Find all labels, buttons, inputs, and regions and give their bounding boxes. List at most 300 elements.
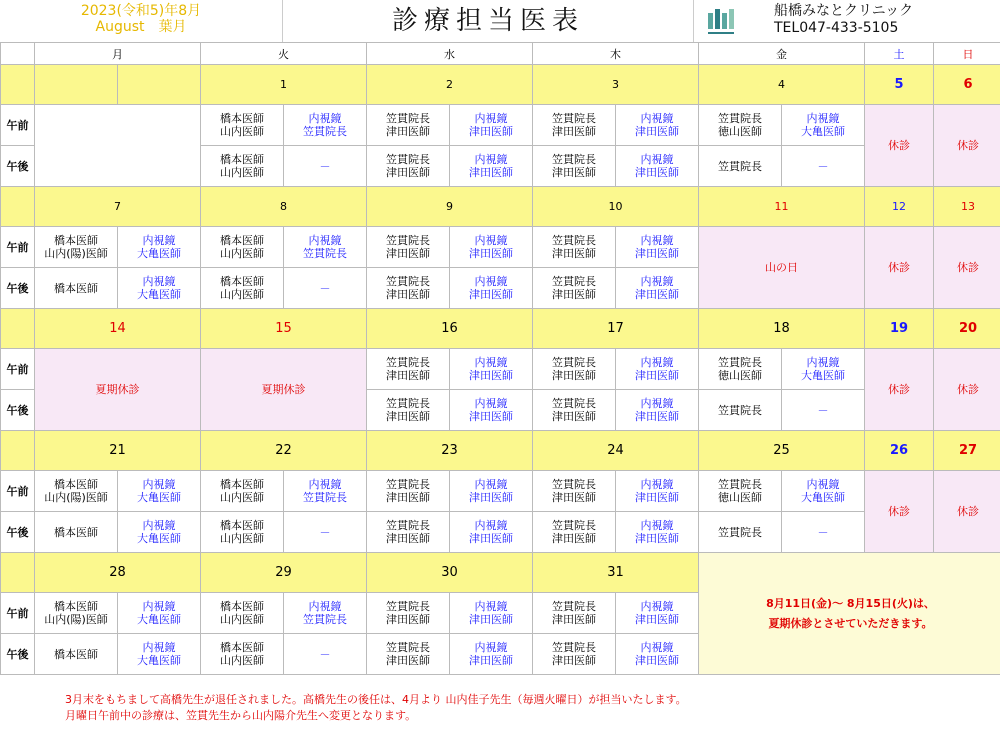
doctor-name: 津田医師 <box>469 125 513 138</box>
doctor-cell <box>533 390 616 431</box>
weekday-sat: 土 <box>865 43 934 65</box>
date-block <box>0 0 283 42</box>
date-cell-sat: 19 <box>865 309 934 349</box>
endoscope-cell <box>118 512 201 553</box>
endoscope-cell <box>450 471 533 512</box>
doctor-cell <box>367 349 450 390</box>
doctor-cell <box>533 268 616 309</box>
doctor-name: 笠貫院長 <box>552 641 596 654</box>
endoscope-cell <box>450 146 533 187</box>
doctor-name: 津田医師 <box>469 410 513 423</box>
pm-label: 午後 <box>1 268 35 309</box>
pm-label: 午後 <box>1 512 35 553</box>
doctor-cell <box>367 634 450 675</box>
endoscope-cell <box>118 593 201 634</box>
doctor-name: 笠貫院長 <box>386 275 430 288</box>
doctor-name: 橋本医師 <box>54 281 98 295</box>
doctor-name: 山内医師 <box>220 532 264 545</box>
endoscope-cell <box>118 268 201 309</box>
doctor-name: 津田医師 <box>386 613 430 626</box>
endoscope-label: 内視鏡 <box>142 641 176 654</box>
endoscope-cell <box>450 390 533 431</box>
doctor-cell <box>35 593 118 634</box>
doctor-name: 笠貫院長 <box>718 159 762 173</box>
doctor-name: 橋本医師 <box>54 647 98 661</box>
doctor-name: 徳山医師 <box>718 491 762 504</box>
doctor-name: 山内医師 <box>220 288 264 301</box>
date-cell-holiday: 15 <box>201 309 367 349</box>
doctor-name: 笠貫院長 <box>386 356 430 369</box>
date-cell: 29 <box>201 553 367 593</box>
dash-cell: － <box>284 268 367 309</box>
endoscope-label: 内視鏡 <box>142 519 176 532</box>
date-line-2: August 葉月 <box>95 19 187 35</box>
doctor-name: 笠貫院長 <box>386 397 430 410</box>
endoscope-cell <box>616 146 699 187</box>
pm-label: 午後 <box>1 146 35 187</box>
doctor-name: 橋本医師 <box>54 478 98 491</box>
doctor-cell <box>201 105 284 146</box>
doctor-name: 津田医師 <box>386 654 430 667</box>
date-cell: 24 <box>533 431 699 471</box>
doctor-cell <box>201 634 284 675</box>
endoscope-label: 内視鏡 <box>474 356 508 369</box>
doctor-cell <box>367 593 450 634</box>
footer-line-2: 月曜日午前中の診療は、笠貫先生から山内陽介先生へ変更となります。 <box>65 709 417 722</box>
doctor-name: 山内(陽)医師 <box>44 613 108 626</box>
weekday-header-row <box>1 43 1000 65</box>
am-row <box>1 105 1000 146</box>
doctor-name: 大亀医師 <box>137 247 181 260</box>
doctor-name: 大亀医師 <box>137 288 181 301</box>
date-cell: 25 <box>699 431 865 471</box>
empty-cell <box>35 105 201 187</box>
doctor-name: 津田医師 <box>469 491 513 504</box>
doctor-name: 笠貫院長 <box>552 397 596 410</box>
doctor-name: 津田医師 <box>469 654 513 667</box>
doctor-name: 笠貫院長 <box>303 613 347 626</box>
doctor-name: 津田医師 <box>552 532 596 545</box>
am-label: 午前 <box>1 349 35 390</box>
summer-closed-cell: 夏期休診 <box>35 349 201 431</box>
header <box>0 0 1000 42</box>
endoscope-cell <box>616 471 699 512</box>
dash-cell: － <box>284 634 367 675</box>
footer-line-1: 3月末をもちまして高橋先生が退任されました。高橋先生の後任は、4月より 山内佳子先生（毎週火曜日）が担当いたします。 <box>65 693 687 706</box>
doctor-name: 橋本医師 <box>220 275 264 288</box>
date-cell-holiday: 14 <box>35 309 201 349</box>
doctor-name: 津田医師 <box>552 166 596 179</box>
doctor-cell <box>35 512 118 553</box>
doctor-name: 津田医師 <box>386 532 430 545</box>
am-row <box>1 349 1000 390</box>
endoscope-cell <box>118 227 201 268</box>
endoscope-cell <box>782 349 865 390</box>
endoscope-label: 内視鏡 <box>640 112 674 125</box>
summer-closed-cell: 夏期休診 <box>201 349 367 431</box>
doctor-name: 橋本医師 <box>220 153 264 166</box>
endoscope-cell <box>450 227 533 268</box>
closed-cell: 休診 <box>865 471 934 553</box>
weekday-wed: 水 <box>367 43 533 65</box>
closed-cell: 休診 <box>934 471 1000 553</box>
date-cell: 8 <box>201 187 367 227</box>
date-row <box>1 187 1000 227</box>
am-label: 午前 <box>1 105 35 146</box>
date-cell-sun: 20 <box>934 309 1000 349</box>
date-cell: 31 <box>533 553 699 593</box>
summer-holiday-notice <box>699 553 1000 675</box>
doctor-name: 笠貫院長 <box>552 478 596 491</box>
doctor-name: 津田医師 <box>635 410 679 423</box>
doctor-name: 橋本医師 <box>220 478 264 491</box>
schedule-table <box>0 42 1000 675</box>
doctor-name: 山内医師 <box>220 491 264 504</box>
date-cell: 28 <box>35 553 201 593</box>
doctor-name: 津田医師 <box>469 613 513 626</box>
pm-label: 午後 <box>1 390 35 431</box>
doctor-cell <box>699 146 782 187</box>
date-row <box>1 309 1000 349</box>
am-label: 午前 <box>1 471 35 512</box>
doctor-name: 橋本医師 <box>54 525 98 539</box>
doctor-name: 橋本医師 <box>220 519 264 532</box>
doctor-name: 津田医師 <box>635 288 679 301</box>
doctor-name: 大亀医師 <box>137 654 181 667</box>
endoscope-cell <box>450 634 533 675</box>
endoscope-label: 内視鏡 <box>308 600 342 613</box>
dash-cell: － <box>782 512 865 553</box>
doctor-cell <box>367 390 450 431</box>
doctor-name: 笠貫院長 <box>386 112 430 125</box>
corner-cell <box>1 43 35 65</box>
doctor-name: 津田医師 <box>386 125 430 138</box>
closed-cell: 休診 <box>934 349 1000 431</box>
endoscope-label: 内視鏡 <box>474 519 508 532</box>
doctor-name: 大亀医師 <box>137 491 181 504</box>
notice-line-1: 8月11日(金)～ 8月15日(火)は、 <box>766 596 935 610</box>
doctor-name: 笠貫院長 <box>718 525 762 539</box>
holiday-cell: 山の日 <box>699 227 865 309</box>
doctor-name: 津田医師 <box>635 532 679 545</box>
doctor-cell <box>699 471 782 512</box>
doctor-name: 山内(陽)医師 <box>44 247 108 260</box>
doctor-cell <box>367 105 450 146</box>
doctor-cell <box>35 227 118 268</box>
clinic-logo-icon <box>706 7 740 37</box>
weekday-thu: 木 <box>533 43 699 65</box>
date-cell: 10 <box>533 187 699 227</box>
doctor-name: 津田医師 <box>635 166 679 179</box>
notice-line-2: 夏期休診とさせていただきます。 <box>768 616 933 630</box>
date-cell-sat: 12 <box>865 187 934 227</box>
doctor-name: 笠貫院長 <box>386 519 430 532</box>
clinic-tel: TEL047-433-5105 <box>774 20 899 36</box>
doctor-name: 橋本医師 <box>54 234 98 247</box>
doctor-name: 山内医師 <box>220 613 264 626</box>
doctor-name: 津田医師 <box>386 166 430 179</box>
endoscope-cell <box>782 471 865 512</box>
endoscope-cell <box>450 105 533 146</box>
doctor-cell <box>35 634 118 675</box>
endoscope-label: 内視鏡 <box>640 234 674 247</box>
doctor-name: 津田医師 <box>552 125 596 138</box>
endoscope-label: 内視鏡 <box>474 275 508 288</box>
endoscope-cell <box>616 268 699 309</box>
doctor-name: 津田医師 <box>386 288 430 301</box>
date-cell: 17 <box>533 309 699 349</box>
endoscope-cell <box>616 349 699 390</box>
endoscope-label: 内視鏡 <box>308 478 342 491</box>
doctor-cell <box>201 146 284 187</box>
closed-cell: 休診 <box>934 105 1000 187</box>
doctor-name: 笠貫院長 <box>303 125 347 138</box>
doctor-cell <box>201 268 284 309</box>
endoscope-label: 内視鏡 <box>308 112 342 125</box>
doctor-name: 笠貫院長 <box>552 356 596 369</box>
doctor-cell <box>533 512 616 553</box>
weekday-mon: 月 <box>35 43 201 65</box>
doctor-cell <box>699 105 782 146</box>
doctor-name: 笠貫院長 <box>718 356 762 369</box>
doctor-cell <box>367 471 450 512</box>
doctor-name: 津田医師 <box>469 288 513 301</box>
endoscope-label: 内視鏡 <box>806 356 840 369</box>
closed-cell: 休診 <box>865 227 934 309</box>
pm-label: 午後 <box>1 634 35 675</box>
doctor-name: 橋本医師 <box>220 112 264 125</box>
doctor-name: 津田医師 <box>552 288 596 301</box>
endoscope-cell <box>450 593 533 634</box>
date-cell: 21 <box>35 431 201 471</box>
doctor-name: 笠貫院長 <box>386 600 430 613</box>
doctor-name: 笠貫院長 <box>552 519 596 532</box>
endoscope-cell <box>616 634 699 675</box>
doctor-name: 津田医師 <box>552 613 596 626</box>
doctor-name: 津田医師 <box>469 166 513 179</box>
doctor-name: 山内医師 <box>220 166 264 179</box>
clinic-info <box>774 3 913 37</box>
doctor-cell <box>533 146 616 187</box>
endoscope-label: 内視鏡 <box>474 112 508 125</box>
doctor-name: 津田医師 <box>635 491 679 504</box>
endoscope-cell <box>450 268 533 309</box>
endoscope-cell <box>616 390 699 431</box>
date-cell-sun: 27 <box>934 431 1000 471</box>
doctor-cell <box>35 268 118 309</box>
date-cell: 30 <box>367 553 533 593</box>
endoscope-label: 内視鏡 <box>142 478 176 491</box>
endoscope-cell <box>284 593 367 634</box>
doctor-name: 津田医師 <box>552 491 596 504</box>
doctor-name: 津田医師 <box>469 247 513 260</box>
doctor-name: 津田医師 <box>469 532 513 545</box>
date-cell: 16 <box>367 309 533 349</box>
doctor-cell <box>533 105 616 146</box>
dash-cell: － <box>284 146 367 187</box>
doctor-name: 津田医師 <box>386 369 430 382</box>
clinic-block <box>693 0 1000 42</box>
doctor-name: 大亀医師 <box>801 125 845 138</box>
date-row <box>1 553 1000 593</box>
doctor-name: 津田医師 <box>469 369 513 382</box>
date-label-cell <box>1 187 35 227</box>
doctor-cell <box>699 390 782 431</box>
weekday-fri: 金 <box>699 43 865 65</box>
clinic-name: 船橋みなとクリニック <box>774 3 914 19</box>
endoscope-label: 内視鏡 <box>640 275 674 288</box>
date-cell: 7 <box>35 187 201 227</box>
doctor-name: 津田医師 <box>552 247 596 260</box>
date-cell-holiday: 11 <box>699 187 865 227</box>
pm-row <box>1 512 1000 553</box>
endoscope-label: 内視鏡 <box>142 234 176 247</box>
date-row <box>1 65 1000 105</box>
endoscope-cell <box>284 227 367 268</box>
date-cell: 18 <box>699 309 865 349</box>
endoscope-cell <box>782 105 865 146</box>
date-cell-sun: 13 <box>934 187 1000 227</box>
doctor-name: 笠貫院長 <box>552 153 596 166</box>
endoscope-cell <box>450 349 533 390</box>
date-cell-sun: 6 <box>934 65 1000 105</box>
endoscope-label: 内視鏡 <box>474 478 508 491</box>
doctor-name: 笠貫院長 <box>386 153 430 166</box>
doctor-name: 津田医師 <box>552 654 596 667</box>
date-cell-sat: 5 <box>865 65 934 105</box>
closed-cell: 休診 <box>865 349 934 431</box>
doctor-name: 津田医師 <box>386 247 430 260</box>
endoscope-label: 内視鏡 <box>640 641 674 654</box>
doctor-name: 津田医師 <box>635 654 679 667</box>
endoscope-cell <box>284 471 367 512</box>
date-label-cell <box>1 309 35 349</box>
endoscope-cell <box>450 512 533 553</box>
doctor-name: 笠貫院長 <box>552 234 596 247</box>
endoscope-label: 内視鏡 <box>640 397 674 410</box>
doctor-name: 橋本医師 <box>220 641 264 654</box>
date-cell-empty <box>118 65 201 105</box>
doctor-cell <box>201 471 284 512</box>
endoscope-cell <box>616 105 699 146</box>
doctor-name: 山内医師 <box>220 247 264 260</box>
doctor-name: 笠貫院長 <box>552 275 596 288</box>
doctor-name: 笠貫院長 <box>386 478 430 491</box>
weekday-sun: 日 <box>934 43 1000 65</box>
doctor-name: 山内医師 <box>220 654 264 667</box>
date-cell-empty <box>35 65 118 105</box>
endoscope-label: 内視鏡 <box>474 600 508 613</box>
doctor-cell <box>699 349 782 390</box>
closed-cell: 休診 <box>934 227 1000 309</box>
endoscope-label: 内視鏡 <box>806 478 840 491</box>
doctor-cell <box>367 268 450 309</box>
date-cell: 2 <box>367 65 533 105</box>
doctor-name: 笠貫院長 <box>718 403 762 417</box>
doctor-cell <box>201 512 284 553</box>
endoscope-cell <box>118 471 201 512</box>
endoscope-label: 内視鏡 <box>640 600 674 613</box>
doctor-name: 山内(陽)医師 <box>44 491 108 504</box>
dash-cell: － <box>782 390 865 431</box>
doctor-name: 津田医師 <box>386 491 430 504</box>
footer-notes <box>65 692 687 724</box>
endoscope-label: 内視鏡 <box>640 153 674 166</box>
doctor-cell <box>533 471 616 512</box>
doctor-cell <box>35 471 118 512</box>
dash-cell: － <box>782 146 865 187</box>
endoscope-cell <box>616 512 699 553</box>
doctor-cell <box>533 593 616 634</box>
doctor-name: 津田医師 <box>635 369 679 382</box>
date-cell: 23 <box>367 431 533 471</box>
doctor-name: 津田医師 <box>386 410 430 423</box>
doctor-name: 笠貫院長 <box>718 478 762 491</box>
date-label-cell <box>1 65 35 105</box>
doctor-name: 笠貫院長 <box>718 112 762 125</box>
doctor-name: 津田医師 <box>635 613 679 626</box>
doctor-cell <box>201 593 284 634</box>
doctor-cell <box>699 512 782 553</box>
doctor-name: 笠貫院長 <box>552 600 596 613</box>
endoscope-cell <box>284 105 367 146</box>
date-cell: 22 <box>201 431 367 471</box>
doctor-name: 笠貫院長 <box>386 641 430 654</box>
endoscope-label: 内視鏡 <box>474 234 508 247</box>
doctor-cell <box>533 349 616 390</box>
endoscope-label: 内視鏡 <box>142 600 176 613</box>
date-cell: 3 <box>533 65 699 105</box>
doctor-name: 笠貫院長 <box>386 234 430 247</box>
doctor-cell <box>533 634 616 675</box>
endoscope-label: 内視鏡 <box>308 234 342 247</box>
page-title: 診療担当医表 <box>391 6 584 36</box>
am-label: 午前 <box>1 593 35 634</box>
closed-cell: 休診 <box>865 105 934 187</box>
am-label: 午前 <box>1 227 35 268</box>
endoscope-label: 内視鏡 <box>474 641 508 654</box>
date-row <box>1 431 1000 471</box>
doctor-name: 笠貫院長 <box>552 112 596 125</box>
doctor-cell <box>367 146 450 187</box>
doctor-name: 徳山医師 <box>718 369 762 382</box>
doctor-name: 山内医師 <box>220 125 264 138</box>
date-cell: 9 <box>367 187 533 227</box>
endoscope-cell <box>118 634 201 675</box>
endoscope-label: 内視鏡 <box>640 356 674 369</box>
am-row <box>1 227 1000 268</box>
doctor-name: 津田医師 <box>635 247 679 260</box>
endoscope-label: 内視鏡 <box>640 478 674 491</box>
endoscope-cell <box>616 593 699 634</box>
doctor-cell <box>367 227 450 268</box>
endoscope-label: 内視鏡 <box>142 275 176 288</box>
endoscope-label: 内視鏡 <box>806 112 840 125</box>
am-row <box>1 471 1000 512</box>
doctor-name: 大亀医師 <box>801 491 845 504</box>
doctor-name: 橋本医師 <box>220 600 264 613</box>
doctor-name: 大亀医師 <box>137 613 181 626</box>
doctor-name: 大亀医師 <box>137 532 181 545</box>
doctor-name: 徳山医師 <box>718 125 762 138</box>
date-cell: 4 <box>699 65 865 105</box>
endoscope-cell <box>616 227 699 268</box>
date-line-1: 2023(令和5)年8月 <box>80 3 202 19</box>
doctor-name: 笠貫院長 <box>303 247 347 260</box>
date-cell-sat: 26 <box>865 431 934 471</box>
doctor-cell <box>367 512 450 553</box>
doctor-name: 津田医師 <box>552 410 596 423</box>
